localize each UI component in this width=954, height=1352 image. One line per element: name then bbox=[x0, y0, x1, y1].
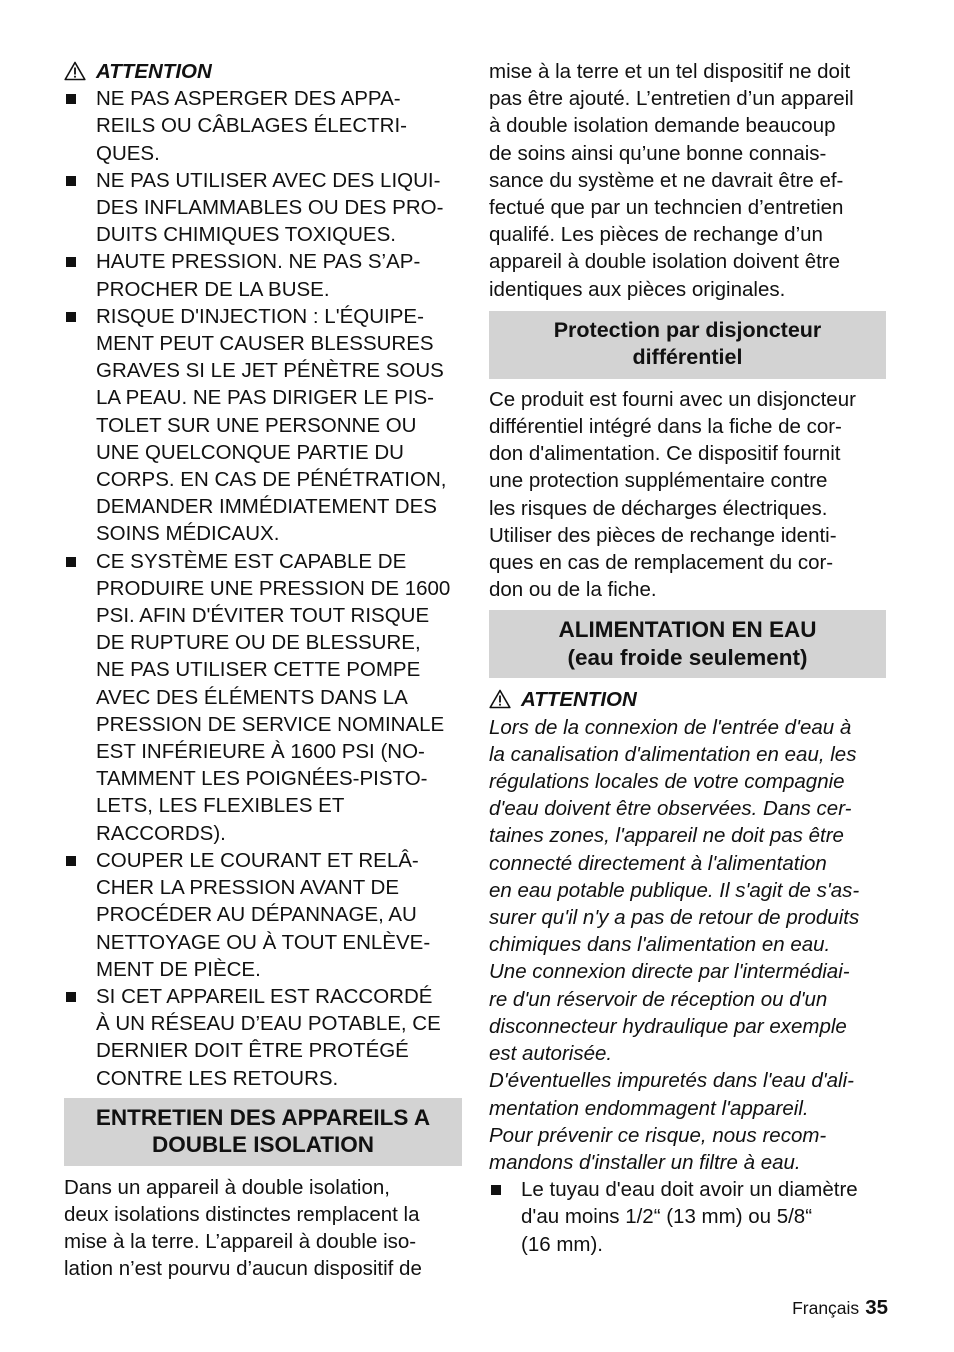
page-footer bbox=[792, 1296, 888, 1320]
text-line: TOLET SUR UNE PERSONNE OU bbox=[96, 413, 417, 437]
attention-title: ATTENTION bbox=[521, 688, 637, 712]
text-line: PROCHER DE LA BUSE. bbox=[96, 277, 330, 301]
list-item-text bbox=[96, 983, 462, 1092]
list-item-text bbox=[96, 248, 462, 302]
square-bullet-icon bbox=[66, 557, 76, 567]
text-line: SOINS MÉDICAUX. bbox=[96, 522, 280, 546]
heading-line: Protection par disjoncteur bbox=[553, 317, 822, 342]
double-isolation-paragraph-continued bbox=[489, 58, 886, 303]
text-line: chimiques dans l'alimentation en eau. bbox=[489, 933, 831, 957]
text-line: DUITS CHIMIQUES TOXIQUES. bbox=[96, 223, 396, 247]
text-line: Le tuyau d'eau doit avoir un diamètre bbox=[521, 1178, 858, 1202]
text-line: don d'alimentation. Ce dispositif fournit bbox=[489, 442, 841, 466]
attention-heading bbox=[489, 686, 886, 713]
text-line: fectué que par un techncien d’entretien bbox=[489, 196, 844, 220]
double-isolation-paragraph bbox=[64, 1174, 462, 1283]
text-line: les risques de décharges électriques. bbox=[489, 496, 828, 520]
text-line: EST INFÉRIEURE À 1600 PSI (NO- bbox=[96, 740, 425, 764]
text-line: identiques aux pièces originales. bbox=[489, 277, 786, 301]
section-heading-water-supply bbox=[489, 610, 886, 678]
warning-triangle-icon bbox=[64, 61, 86, 81]
text-line: NETTOYAGE OU À TOUT ENLÈVE- bbox=[96, 930, 431, 954]
heading-line: ENTRETIEN DES APPAREILS A bbox=[95, 1104, 431, 1130]
square-bullet-icon bbox=[66, 257, 76, 267]
text-line: d'au moins 1/2“ (13 mm) ou 5/8“ bbox=[521, 1205, 813, 1229]
text-line: PRODUIRE UNE PRESSION DE 1600 bbox=[96, 576, 451, 600]
square-bullet-icon bbox=[66, 176, 76, 186]
list-item bbox=[64, 167, 462, 249]
list-item-text bbox=[521, 1176, 886, 1258]
footer-language: Français bbox=[792, 1298, 860, 1318]
text-line: qualifé. Les pièces de rechange d’un bbox=[489, 223, 823, 247]
text-line: MENT PEUT CAUSER BLESSURES bbox=[96, 332, 434, 356]
text-line: PRESSION DE SERVICE NOMINALE bbox=[96, 712, 445, 736]
list-item-text bbox=[96, 548, 462, 847]
text-line: DES INFLAMMABLES OU DES PRO- bbox=[96, 196, 444, 220]
text-line: don ou de la fiche. bbox=[489, 578, 657, 602]
text-line: Dans un appareil à double isolation, bbox=[64, 1175, 390, 1199]
text-line: RACCORDS). bbox=[96, 821, 226, 845]
text-line: GRAVES SI LE JET PÉNÈTRE SOUS bbox=[96, 359, 444, 383]
text-line: une protection supplémentaire contre bbox=[489, 469, 828, 493]
right-column bbox=[489, 58, 886, 1258]
square-bullet-icon bbox=[491, 1185, 501, 1195]
text-line: TAMMENT LES POIGNÉES-PISTO- bbox=[96, 767, 428, 791]
text-line: est autorisée. bbox=[489, 1042, 613, 1066]
text-line: À UN RÉSEAU D’EAU POTABLE, CE bbox=[96, 1012, 441, 1036]
list-item bbox=[64, 248, 462, 302]
text-line: à double isolation demande beaucoup bbox=[489, 114, 836, 138]
square-bullet-icon bbox=[66, 992, 76, 1002]
text-line: lation n’est pourvu d’aucun dispositif de bbox=[64, 1257, 422, 1281]
text-line: CONTRE LES RETOURS. bbox=[96, 1066, 339, 1090]
attention-text bbox=[489, 714, 886, 1176]
list-item-text bbox=[96, 847, 462, 983]
text-line: DERNIER DOIT ÊTRE PROTÉGÉ bbox=[96, 1039, 409, 1063]
attention-heading bbox=[64, 58, 462, 85]
square-bullet-icon bbox=[66, 856, 76, 866]
text-line: sance du système et ne davrait être ef- bbox=[489, 168, 844, 192]
text-line: différentiel intégré dans la fiche de cor- bbox=[489, 415, 842, 439]
text-line: pas être ajouté. L’entretien d’un appareil bbox=[489, 87, 854, 111]
text-line: connecté directement à l'alimentation bbox=[489, 851, 827, 875]
gfci-paragraph bbox=[489, 386, 886, 604]
text-line: NE PAS ASPERGER DES APPA- bbox=[96, 87, 401, 111]
list-item bbox=[64, 303, 462, 548]
text-line: Lors de la connexion de l'entrée d'eau à bbox=[489, 715, 852, 739]
text-line: REILS OU CÂBLAGES ÉLECTRI- bbox=[96, 114, 408, 138]
text-line: Ce produit est fourni avec un disjoncteur bbox=[489, 387, 856, 411]
text-line: Utiliser des pièces de rechange identi- bbox=[489, 523, 837, 547]
text-line: mise à la terre et un tel dispositif ne doit bbox=[489, 60, 851, 83]
text-line: NE PAS UTILISER CETTE POMPE bbox=[96, 658, 421, 682]
section-heading-gfci bbox=[489, 311, 886, 379]
list-item bbox=[64, 85, 462, 167]
text-line: QUES. bbox=[96, 141, 160, 165]
square-bullet-icon bbox=[66, 94, 76, 104]
list-item bbox=[64, 983, 462, 1092]
section-heading-double-isolation bbox=[64, 1098, 462, 1166]
list-item bbox=[64, 548, 462, 847]
text-line: Pour prévenir ce risque, nous recom- bbox=[489, 1123, 827, 1147]
heading-line: ALIMENTATION EN EAU bbox=[558, 617, 817, 643]
text-line: deux isolations distinctes remplacent la bbox=[64, 1202, 420, 1226]
heading-line: DOUBLE ISOLATION bbox=[151, 1132, 375, 1158]
text-line: (16 mm). bbox=[521, 1232, 603, 1256]
text-line: PSI. AFIN D'ÉVITER TOUT RISQUE bbox=[96, 604, 430, 628]
warning-triangle-icon bbox=[489, 689, 511, 709]
attention-title: ATTENTION bbox=[96, 60, 212, 83]
text-line: RISQUE D'INJECTION : L'ÉQUIPE- bbox=[96, 304, 424, 328]
text-line: mandons d'installer un filtre à eau. bbox=[489, 1150, 801, 1174]
text-line: LETS, LES FLEXIBLES ET bbox=[96, 794, 345, 818]
list-item bbox=[489, 1176, 886, 1258]
text-line: mise à la terre. L’appareil à double iso- bbox=[64, 1230, 417, 1254]
text-line: LA PEAU. NE PAS DIRIGER LE PIS- bbox=[96, 386, 434, 410]
text-line: CHER LA PRESSION AVANT DE bbox=[96, 876, 400, 900]
text-line: en eau potable publique. Il s'agit de s'as- bbox=[489, 878, 860, 902]
warning-list bbox=[64, 85, 462, 1092]
list-item-text bbox=[96, 167, 462, 249]
text-line: NE PAS UTILISER AVEC DES LIQUI- bbox=[96, 168, 441, 192]
left-column bbox=[64, 58, 462, 1283]
text-line: CORPS. EN CAS DE PÉNÉTRATION, bbox=[96, 468, 447, 492]
text-line: re d'un réservoir de réception ou d'un bbox=[489, 987, 828, 1011]
text-line: DE RUPTURE OU DE BLESSURE, bbox=[96, 631, 421, 655]
text-line: UNE QUELCONQUE PARTIE DU bbox=[96, 440, 404, 464]
text-line: PROCÉDER AU DÉPANNAGE, AU bbox=[96, 903, 417, 927]
list-item-text bbox=[96, 85, 462, 167]
text-line: CE SYSTÈME EST CAPABLE DE bbox=[96, 549, 407, 573]
text-line: mentation endommagent l'appareil. bbox=[489, 1096, 809, 1120]
square-bullet-icon bbox=[66, 312, 76, 322]
heading-line: (eau froide seulement) bbox=[567, 644, 808, 670]
page-number: 35 bbox=[865, 1296, 888, 1319]
text-line: taines zones, l'appareil ne doit pas être bbox=[489, 824, 844, 848]
heading-line: différentiel bbox=[632, 345, 743, 370]
text-line: COUPER LE COURANT ET RELÂ- bbox=[96, 848, 419, 872]
text-line: MENT DE PIÈCE. bbox=[96, 957, 261, 981]
text-line: HAUTE PRESSION. NE PAS S’AP- bbox=[96, 250, 421, 274]
text-line: D'éventuelles impuretés dans l'eau d'ali- bbox=[489, 1069, 854, 1093]
text-line: appareil à double isolation doivent être bbox=[489, 250, 841, 274]
list-item-text bbox=[96, 303, 462, 548]
list-item bbox=[64, 847, 462, 983]
text-line: surer qu'il n'y a pas de retour de produits bbox=[489, 906, 860, 930]
text-line: de soins ainsi qu’une bonne connais- bbox=[489, 141, 827, 165]
text-line: régulations locales de votre compagnie bbox=[489, 770, 845, 794]
text-line: Une connexion directe par l'intermédiai- bbox=[489, 960, 850, 984]
text-line: AVEC DES ÉLÉMENTS DANS LA bbox=[96, 685, 408, 709]
text-line: la canalisation d'alimentation en eau, les bbox=[489, 742, 857, 766]
text-line: DEMANDER IMMÉDIATEMENT DES bbox=[96, 495, 437, 519]
text-line: ques en cas de remplacement du cor- bbox=[489, 551, 834, 575]
text-line: disconnecteur hydraulique par exemple bbox=[489, 1014, 847, 1038]
text-line: SI CET APPAREIL EST RACCORDÉ bbox=[96, 984, 433, 1008]
text-line: d'eau doivent être observées. Dans cer- bbox=[489, 797, 852, 821]
